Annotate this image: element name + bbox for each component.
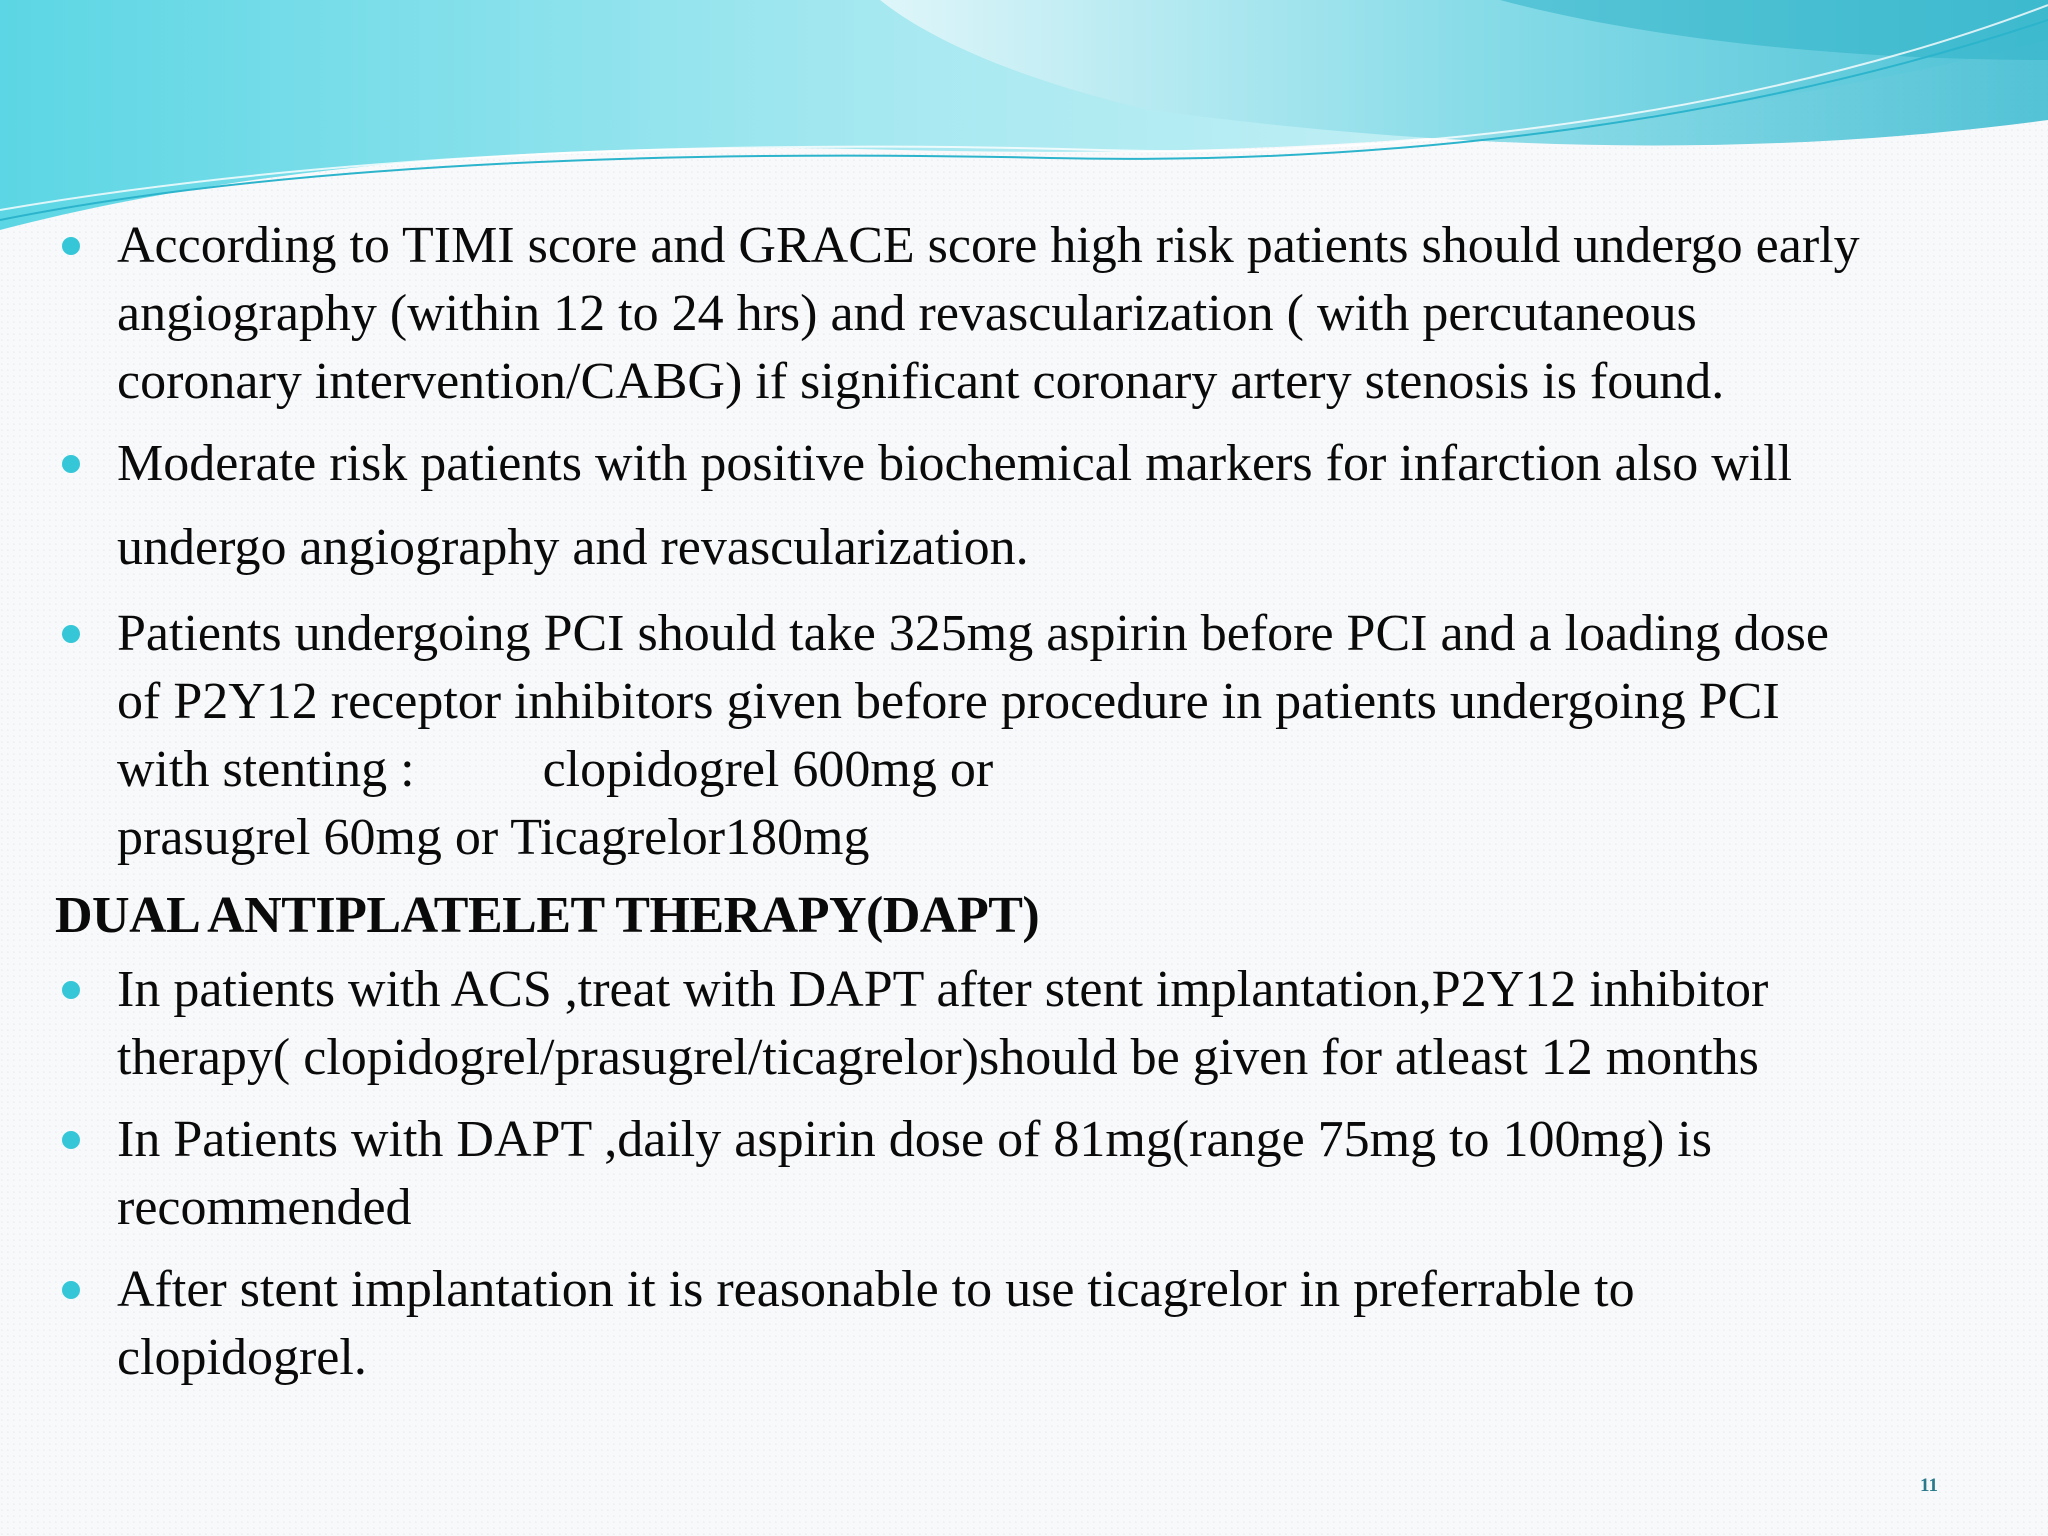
bullet-text-line: recommended (117, 1179, 412, 1236)
bullet-text-line: angiography (within 12 to 24 hrs) and revascularization ( with percutaneous (117, 285, 1697, 342)
bullet-dot-icon (62, 455, 80, 473)
bullet-item (55, 212, 2035, 416)
bullet-text-line: coronary intervention/CABG) if significant coronary artery stenosis is found. (117, 353, 1725, 410)
bullet-text-line: prasugrel 60mg or Ticagrelor180mg (117, 809, 870, 866)
bullet-text-line: undergo angiography and revascularization. (117, 519, 1029, 576)
bullet-dot-icon (62, 1281, 80, 1299)
bullet-dot-icon (62, 1131, 80, 1149)
bullet-text-line: According to TIMI score and GRACE score high risk patients should undergo early (117, 217, 1860, 274)
bullet-item (55, 956, 2035, 1092)
bullet-item (55, 430, 2035, 582)
section-heading: DUAL ANTIPLATELET THERAPY(DAPT) (55, 887, 1040, 944)
header-wave-decoration (0, 0, 2048, 240)
bullet-dot-icon (62, 237, 80, 255)
bullet-item (55, 600, 2035, 872)
bullet-dot-icon (62, 981, 80, 999)
clopidogrel-dose: clopidogrel 600mg or (542, 741, 994, 798)
bullet-text-line: therapy( clopidogrel/prasugrel/ticagrelor)should be given for atleast 12 months (117, 1029, 1759, 1086)
bullet-text-line: Patients undergoing PCI should take 325mg aspirin before PCI and a loading dose (117, 605, 1829, 662)
slide-content (55, 212, 2035, 1392)
bullet-dot-icon (62, 625, 80, 643)
bullet-text-line: In patients with ACS ,treat with DAPT after stent implantation,P2Y12 inhibitor (117, 961, 1769, 1018)
page-number: 11 (1920, 1475, 1938, 1496)
bullet-text-line: After stent implantation it is reasonable to use ticagrelor in preferrable to (117, 1261, 1635, 1318)
bullet-text-line: Moderate risk patients with positive biochemical markers for infarction also will (117, 435, 1793, 492)
bullet-text-line: In Patients with DAPT ,daily aspirin dose of 81mg(range 75mg to 100mg) is (117, 1111, 1712, 1168)
stenting-label: with stenting : (117, 741, 415, 798)
bullet-text-line: clopidogrel. (117, 1329, 367, 1386)
bullet-text-line: of P2Y12 receptor inhibitors given before procedure in patients undergoing PCI (117, 673, 1780, 730)
bullet-item (55, 1256, 2035, 1392)
bullet-item (55, 1106, 2035, 1242)
bullet-text-line (117, 736, 2035, 804)
